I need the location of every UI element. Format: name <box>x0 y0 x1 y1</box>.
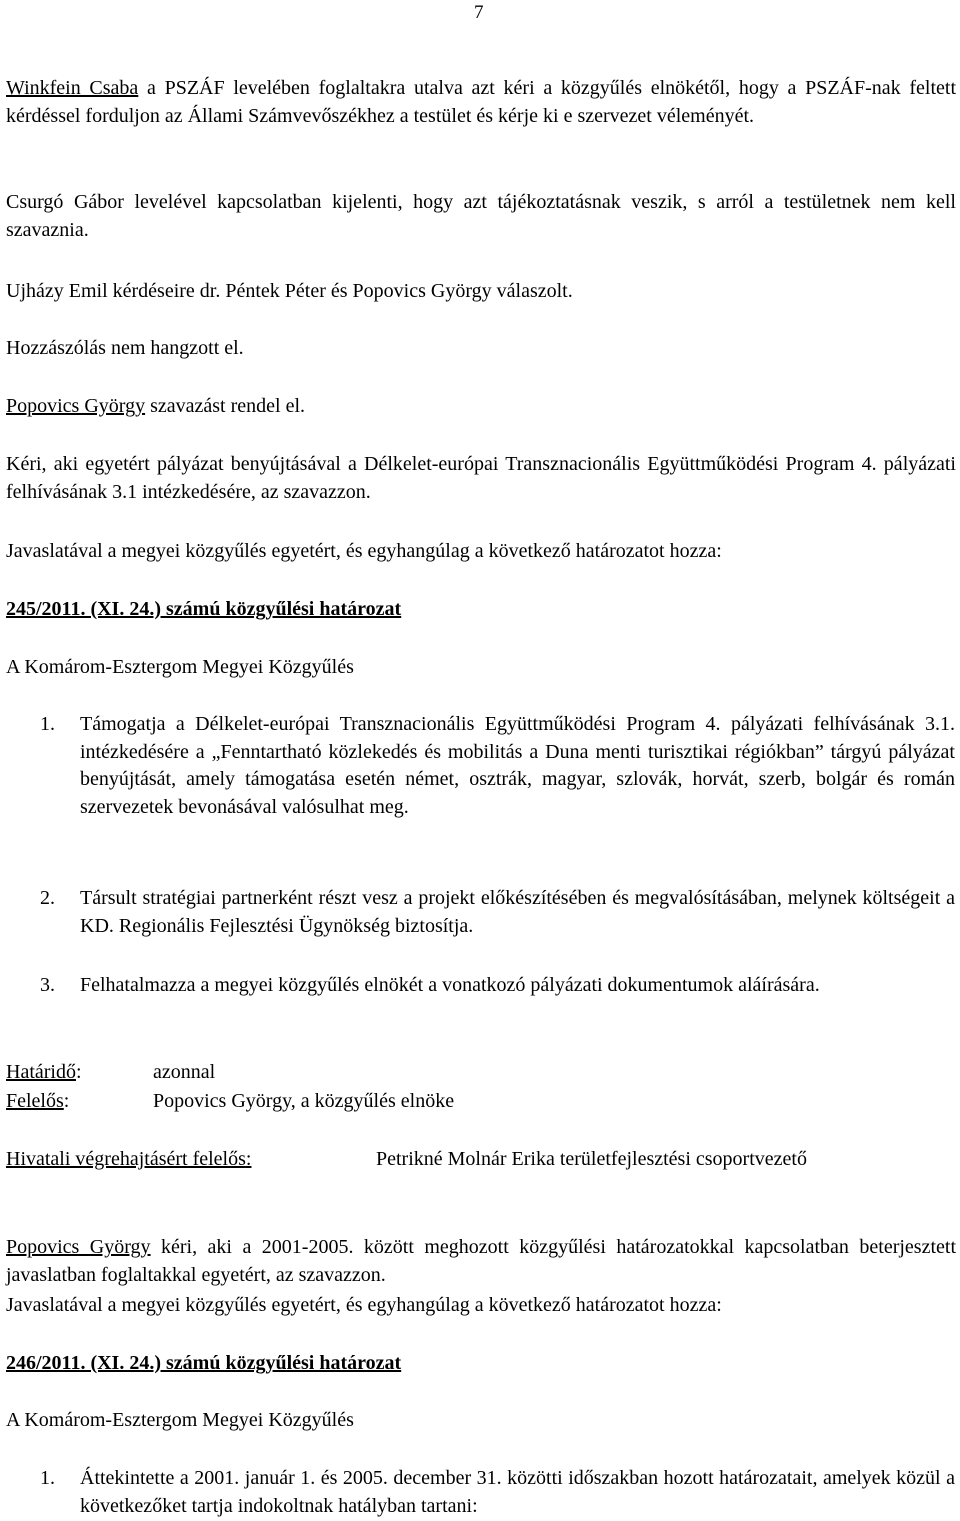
paragraph-vote-request: Kéri, aki egyetért pályázat benyújtásával a Délkelet-európai Transznacionális Együttműködési Program 4. pályázati felhívásának 3.1 intézkedésére, az szavazzon. <box>6 453 956 503</box>
paragraph-text: szavazást rendel el. <box>145 395 306 417</box>
resolution-item-1: Támogatja a Délkelet-európai Transznacionális Együttműködési Program 4. pályázati felhívásának 3.1. intézkedésére a „Fenntartható közlekedés és mobilitás a Duna menti turisztikai régiókban” tárgyú pályázat benyújtását, amely támogatása esetén német, osztrák, magyar, szlovák, horvát, szerb, bolgár és román szervezetek bevonásával valósulhat meg. <box>80 713 955 818</box>
resolution-item-3: Felhatalmazza a megyei közgyűlés elnökét a vonatkozó pályázati dokumentumok aláírására. <box>80 974 820 996</box>
paragraph-popovics-request <box>6 1234 956 1289</box>
resolution-title-245: 245/2011. (XI. 24.) számú közgyűlési határozat <box>6 598 402 620</box>
speaker-name: Winkfein Csaba <box>6 77 139 99</box>
paragraph-vote-call <box>6 393 956 421</box>
item-number: 1. <box>40 713 55 735</box>
page-number: 7 <box>474 2 484 23</box>
paragraph-text: kéri, aki a 2001-2005. között meghozott közgyűlési határozatokkal kapcsolatban beterjesztett javaslatban foglaltakkal egyetért, az szavazzon. <box>6 1236 956 1286</box>
office-responsible-label: Hivatali végrehajtásért felelős: <box>6 1148 252 1170</box>
resolution-item-2: Társult stratégiai partnerként részt vesz a projekt előkészítésében és megvalósításában, melynek költségeit a KD. Regionális Fejlesztési Ügynökség biztosítja. <box>80 887 955 937</box>
responsible-value: Popovics György, a közgyűlés elnöke <box>153 1090 455 1112</box>
paragraph-decision-intro-1: Javaslatával a megyei közgyűlés egyetért, és egyhangúlag a következő határozatot hozza: <box>6 540 722 562</box>
paragraph-decision-intro-2: Javaslatával a megyei közgyűlés egyetért, és egyhangúlag a következő határozatot hozza: <box>6 1294 722 1316</box>
office-responsible-value: Petrikné Molnár Erika területfejlesztési csoportvezető <box>376 1148 807 1170</box>
resolution-title-246: 246/2011. (XI. 24.) számú közgyűlési határozat <box>6 1352 402 1374</box>
speaker-name: Popovics György <box>6 395 146 417</box>
paragraph-csurgo: Csurgó Gábor levelével kapcsolatban kijelenti, hogy azt tájékoztatásnak veszik, s arról a testületnek nem kell szavaznia. <box>6 191 956 241</box>
item-number: 2. <box>40 887 55 909</box>
deadline-value: azonnal <box>153 1061 216 1083</box>
item-number: 1. <box>40 1467 55 1489</box>
responsible-label: Felelős: <box>6 1090 70 1112</box>
resolution-246-item-1: Áttekintette a 2001. január 1. és 2005. december 31. közötti időszakban hozott határozatait, amelyek közül a következőket tartja indokoltnak hatályban tartani: <box>80 1467 955 1517</box>
speaker-name: Popovics György <box>6 1236 151 1258</box>
paragraph-winkfein <box>6 75 956 130</box>
paragraph-text: a PSZÁF levelében foglaltakra utalva azt kéri a közgyűlés elnökétől, hogy a PSZÁF-nak feltett kérdéssel forduljon az Állami Számvevőszékhez a testület és kérje ki e szervezet véleményét. <box>6 77 956 127</box>
resolution-body-245: A Komárom-Esztergom Megyei Közgyűlés <box>6 656 354 678</box>
item-number: 3. <box>40 974 55 996</box>
paragraph-no-comments: Hozzászólás nem hangzott el. <box>6 337 244 359</box>
deadline-label: Határidő: <box>6 1061 82 1083</box>
paragraph-ujhazy: Ujházy Emil kérdéseire dr. Péntek Péter és Popovics György válaszolt. <box>6 280 573 302</box>
resolution-body-246: A Komárom-Esztergom Megyei Közgyűlés <box>6 1409 354 1431</box>
